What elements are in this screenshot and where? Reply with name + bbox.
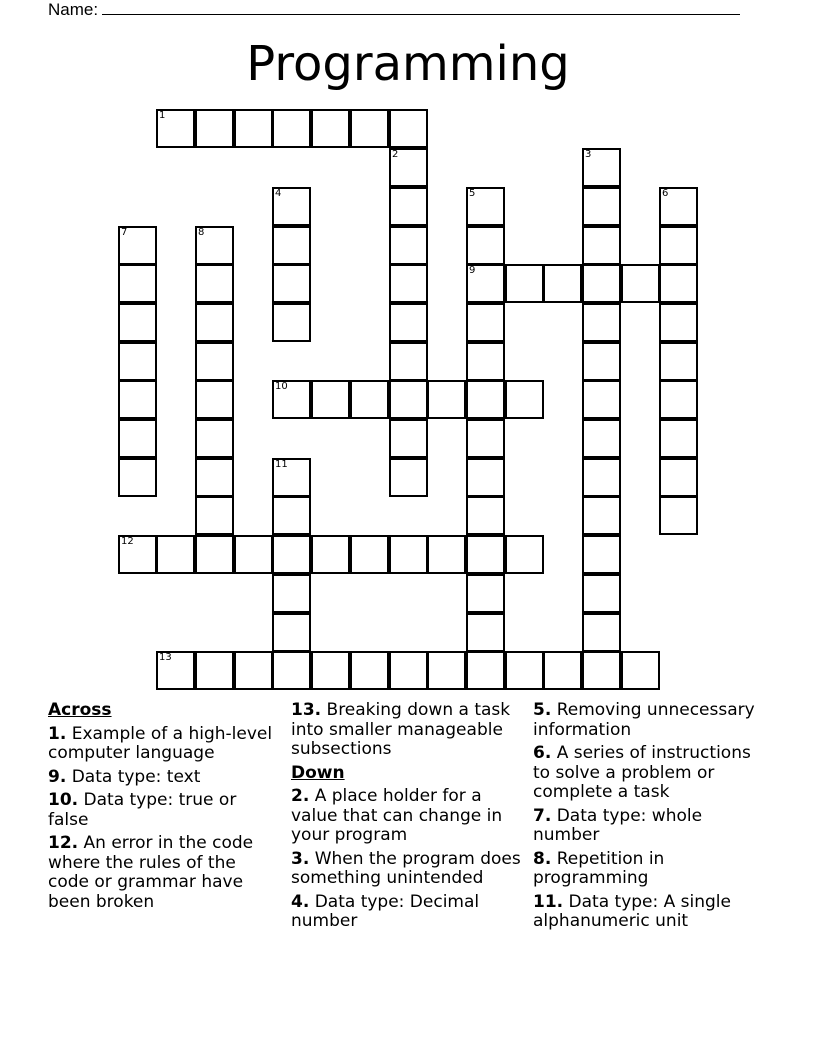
crossword-cell[interactable] [659, 226, 698, 265]
clue-down-11: 11. Data type: A single alphanumeric unit [533, 891, 731, 931]
crossword-cell[interactable] [350, 380, 389, 419]
clue-down-4: 4. Data type: Decimal number [291, 891, 480, 931]
crossword-cell[interactable] [272, 303, 311, 342]
crossword-cell[interactable] [582, 574, 621, 613]
clue-number: 4 [275, 188, 282, 199]
crossword-cell[interactable] [621, 651, 660, 690]
crossword-cell[interactable] [582, 264, 621, 303]
crossword-cell[interactable] [505, 380, 544, 419]
crossword-cell[interactable] [389, 226, 428, 265]
crossword-cell[interactable] [466, 380, 505, 419]
crossword-cell[interactable] [389, 187, 428, 226]
crossword-cell[interactable] [272, 496, 311, 535]
crossword-cell[interactable] [582, 187, 621, 226]
crossword-cell[interactable] [272, 226, 311, 265]
crossword-cell[interactable] [272, 574, 311, 613]
crossword-cell[interactable] [659, 303, 698, 342]
clues-column-1 [48, 701, 278, 916]
crossword-cell[interactable] [311, 651, 350, 690]
crossword-cell[interactable] [195, 342, 234, 381]
clue-down-3: 3. When the program does something unintended [291, 848, 521, 888]
crossword-cell[interactable] [543, 651, 582, 690]
crossword-cell[interactable] [466, 187, 505, 226]
crossword-cell[interactable] [466, 342, 505, 381]
clue-number: 10 [275, 381, 288, 392]
clue-number: 12 [121, 536, 134, 547]
down-heading: Down [291, 762, 345, 783]
clue-across-10: 10. Data type: true or false [48, 790, 237, 830]
crossword-cell[interactable] [311, 380, 350, 419]
crossword-cell[interactable] [272, 109, 311, 148]
crossword-cell[interactable] [389, 264, 428, 303]
crossword-cell[interactable] [466, 574, 505, 613]
page-title: Programming [246, 36, 570, 92]
crossword-cell[interactable] [389, 148, 428, 187]
clue-number: 7 [121, 227, 128, 238]
clue-number: 13 [159, 652, 172, 663]
clue-across-9: 9. Data type: text [48, 766, 201, 787]
across-heading: Across [48, 700, 112, 720]
crossword-cell[interactable] [389, 303, 428, 342]
crossword-cell[interactable] [466, 535, 505, 574]
crossword-cell[interactable] [195, 458, 234, 497]
crossword-cell[interactable] [389, 458, 428, 497]
crossword-cell[interactable] [659, 458, 698, 497]
crossword-cell[interactable] [389, 651, 428, 690]
crossword-cell[interactable] [659, 187, 698, 226]
name-label: Name: [48, 0, 99, 19]
crossword-cell[interactable] [350, 109, 389, 148]
crossword-cell[interactable] [195, 264, 234, 303]
crossword-cell[interactable] [505, 535, 544, 574]
crossword-cell[interactable] [543, 264, 582, 303]
crossword-cell[interactable] [466, 496, 505, 535]
crossword-cell[interactable] [389, 380, 428, 419]
crossword-cell[interactable] [621, 264, 660, 303]
clues-column-2 [291, 701, 523, 936]
crossword-cell[interactable] [272, 187, 311, 226]
clue-number: 6 [662, 188, 669, 199]
crossword-cell[interactable] [582, 535, 621, 574]
crossword-cell[interactable] [272, 458, 311, 497]
crossword-cell[interactable] [195, 226, 234, 265]
crossword-cell[interactable] [311, 109, 350, 148]
crossword-cell[interactable] [427, 651, 466, 690]
crossword-cell[interactable] [272, 535, 311, 574]
crossword-cell[interactable] [505, 651, 544, 690]
crossword-cell[interactable] [582, 613, 621, 652]
crossword-cell[interactable] [466, 226, 505, 265]
clue-down-6: 6. A series of instructions to solve a problem or complete a task [533, 743, 751, 802]
clue-number: 5 [469, 188, 476, 199]
crossword-cell[interactable] [466, 458, 505, 497]
crossword-cell[interactable] [272, 380, 311, 419]
clue-down-7: 7. Data type: whole number [533, 805, 703, 845]
crossword-cell[interactable] [195, 535, 234, 574]
crossword-cell[interactable] [582, 342, 621, 381]
crossword-cell[interactable] [350, 651, 389, 690]
crossword-cell[interactable] [427, 380, 466, 419]
clue-number: 2 [392, 149, 399, 160]
crossword-cell[interactable] [118, 419, 157, 458]
crossword-cell[interactable] [466, 303, 505, 342]
crossword-cell[interactable] [156, 651, 195, 690]
crossword-cell[interactable] [118, 535, 157, 574]
crossword-cell[interactable] [195, 651, 234, 690]
crossword-cell[interactable] [659, 264, 698, 303]
crossword-cell[interactable] [156, 535, 195, 574]
clue-number: 8 [198, 227, 205, 238]
crossword-cell[interactable] [389, 419, 428, 458]
clue-number: 1 [159, 110, 166, 121]
crossword-cell[interactable] [195, 109, 234, 148]
crossword-cell[interactable] [466, 419, 505, 458]
crossword-cell[interactable] [272, 651, 311, 690]
crossword-cell[interactable] [118, 303, 157, 342]
crossword-cell[interactable] [156, 109, 195, 148]
crossword-cell[interactable] [234, 651, 273, 690]
crossword-cell[interactable] [582, 148, 621, 187]
crossword-cell[interactable] [582, 303, 621, 342]
crossword-cell[interactable] [505, 264, 544, 303]
crossword-cell[interactable] [311, 535, 350, 574]
crossword-cell[interactable] [118, 226, 157, 265]
crossword-cell[interactable] [582, 651, 621, 690]
crossword-cell[interactable] [118, 264, 157, 303]
crossword-cell[interactable] [466, 613, 505, 652]
crossword-cell[interactable] [350, 535, 389, 574]
crossword-cell[interactable] [234, 535, 273, 574]
crossword-cell[interactable] [389, 535, 428, 574]
clue-across-12: 12. An error in the code where the rules of the code or grammar have been broken [48, 833, 254, 912]
clue-number: 11 [275, 459, 288, 470]
clue-number: 9 [469, 265, 476, 276]
crossword-cell[interactable] [195, 303, 234, 342]
crossword-cell[interactable] [118, 458, 157, 497]
crossword-cell[interactable] [195, 496, 234, 535]
crossword-cell[interactable] [272, 264, 311, 303]
clue-across-1: 1. Example of a high-level computer language [48, 723, 273, 763]
crossword-cell[interactable] [118, 380, 157, 419]
crossword-cell[interactable] [466, 651, 505, 690]
crossword-cell[interactable] [389, 109, 428, 148]
crossword-cell[interactable] [234, 109, 273, 148]
crossword-cell[interactable] [195, 419, 234, 458]
clue-down-5: 5. Removing unnecessary information [533, 700, 755, 740]
crossword-cell[interactable] [659, 342, 698, 381]
crossword-cell[interactable] [582, 458, 621, 497]
crossword-cell[interactable] [272, 613, 311, 652]
crossword-cell[interactable] [389, 342, 428, 381]
crossword-cell[interactable] [195, 380, 234, 419]
clues-column-3 [533, 701, 773, 936]
clue-across-13: 13. Breaking down a task into smaller manageable subsections [291, 700, 511, 759]
crossword-cell[interactable] [118, 342, 157, 381]
crossword-cell[interactable] [582, 419, 621, 458]
crossword-cell[interactable] [659, 419, 698, 458]
crossword-cell[interactable] [582, 226, 621, 265]
crossword-cell[interactable] [427, 535, 466, 574]
crossword-cell[interactable] [466, 264, 505, 303]
clue-down-8: 8. Repetition in programming [533, 848, 665, 888]
clue-number: 3 [585, 149, 592, 160]
crossword-cell[interactable] [582, 496, 621, 535]
clue-down-2: 2. A place holder for a value that can change in your program [291, 786, 503, 845]
crossword-cell[interactable] [659, 496, 698, 535]
crossword-cell[interactable] [659, 380, 698, 419]
crossword-cell[interactable] [582, 380, 621, 419]
